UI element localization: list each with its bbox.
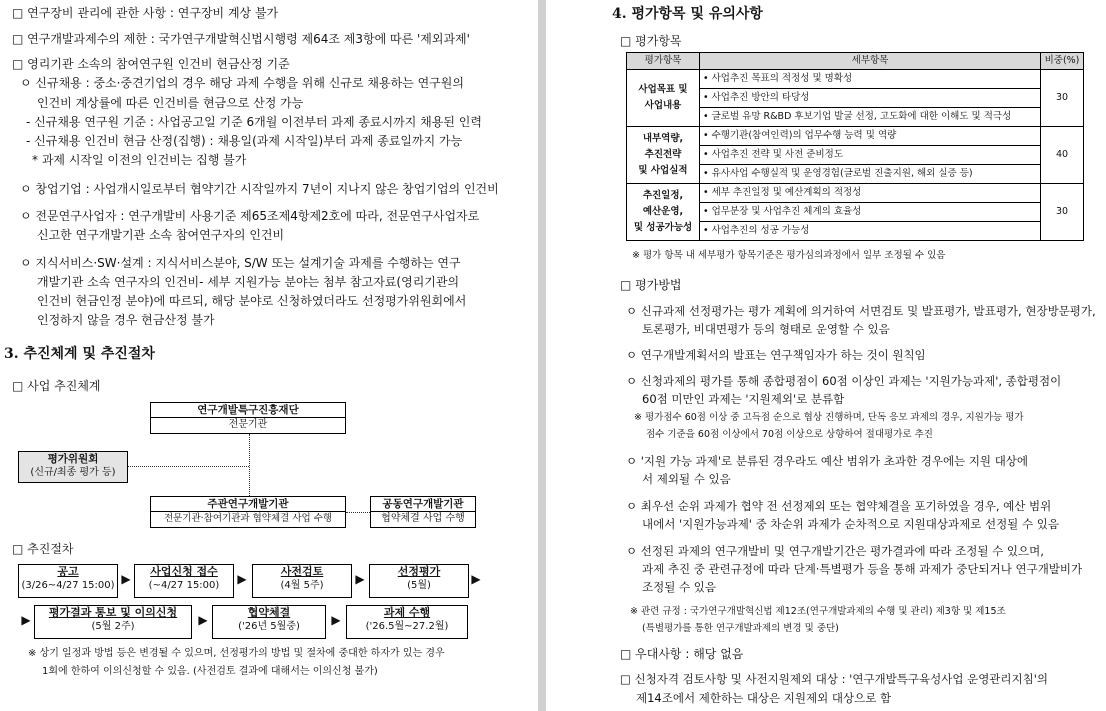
- text-line: □ 우대사항 : 해당 없음: [620, 647, 744, 661]
- text-line: □ 연구장비 관리에 관한 사항 : 연구장비 계상 불가: [12, 6, 279, 20]
- arrow-right-icon: ▶: [471, 572, 481, 586]
- org-foundation: [150, 402, 346, 434]
- org-joint-institution: [370, 496, 476, 528]
- text-line: 조정될 수 있음: [642, 580, 716, 594]
- text-line: - 신규채용 인건비 현금 산정(집행) : 채용일(과제 시작일)부터 과제 종료일까지 가능: [26, 134, 463, 148]
- table-cell-item: • 업무분장 및 사업추진 체계의 효율성: [700, 203, 1041, 222]
- table-cell-category: 사업목표 및 사업내용: [627, 70, 700, 127]
- table-cell-item: • 사업추진 방안의 타당성: [700, 89, 1041, 108]
- note-line: (특별평가를 통한 연구개발과제의 변경 및 중단): [642, 623, 839, 634]
- text-line: 내에서 '지원가능과제' 중 차순위 과제가 순차적으로 지원대상과제로 선정될 수 있음: [642, 517, 1059, 531]
- section-title: 4. 평가항목 및 유의사항: [612, 6, 763, 22]
- org-title: 주관연구개발기관: [151, 497, 345, 512]
- arrow-right-icon: ▶: [331, 613, 341, 627]
- table-cell-item: • 유사사업 수행실적 및 운영경험(글로벌 진출지원, 해외 실증 등): [700, 165, 1041, 184]
- process-step: 사업신청 접수 (~4/27 15:00): [134, 564, 234, 598]
- process-step: 선정평가 (5월): [369, 564, 469, 598]
- arrow-right-icon: ▶: [121, 572, 131, 586]
- text-line: * 과제 시작일 이전의 인건비는 집행 불가: [32, 153, 247, 167]
- note-line: ※ 관련 규정 : 국가연구개발혁신법 제12조(연구개발과제의 수행 및 관리) 제3항 및 제15조: [630, 606, 1006, 617]
- text-line: 과제 추진 중 관련규정에 따라 단계·특별평가 등을 통해 과제가 중단되거나 연구개발비가: [642, 562, 1083, 576]
- text-line: 인정하지 않을 경우 현금산정 불가: [37, 313, 215, 327]
- table-cell-weight: 40: [1041, 127, 1084, 184]
- text-line: ㅇ 최우선 순위 과제가 협약 전 선정제외 또는 협약체결을 포기하였을 경우, 예산 범위: [626, 499, 1052, 513]
- arrow-right-icon: ▶: [21, 613, 31, 627]
- subsection-title: □ 추진절차: [12, 542, 74, 556]
- text-line: 토론평가, 비대면평가 등의 형태로 운영할 수 있음: [642, 322, 890, 336]
- note-line: 점수 기준을 60점 이상에서 70점 이상으로 상향하여 절대평가로 추진: [646, 429, 933, 440]
- org-title: 공동연구개발기관: [371, 497, 475, 512]
- arrow-right-icon: ▶: [198, 613, 208, 627]
- note-line: ※ 평가점수 60점 이상 중 고득점 순으로 협상 진행하며, 단독 응모 과제의 경우, 지원가능 평가: [634, 412, 1024, 423]
- arrow-right-icon: ▶: [355, 572, 365, 586]
- text-line: 서 제외될 수 있음: [642, 472, 731, 486]
- table-cell-item: • 사업추진 전략 및 사전 준비정도: [700, 146, 1041, 165]
- org-role: (신규/최종 평가 등): [30, 467, 116, 478]
- table-cell-weight: 30: [1041, 70, 1084, 127]
- text-line: □ 연구개발과제수의 제한 : 국가연구개발혁신법시행령 제64조 제3항에 따른 '제외과제': [12, 32, 470, 46]
- note-line: 1회에 한하여 이의신청할 수 있음. (사전검토 결과에 대해서는 이의신청 불가): [42, 666, 378, 677]
- text-line: ㅇ 지식서비스·SW·설계 : 지식서비스분야, S/W 또는 설계기술 과제를 수행하는 연구: [20, 256, 461, 270]
- table-header: 평가항목: [627, 53, 700, 70]
- org-eval-committee: [18, 451, 128, 483]
- table-header: 비중(%): [1041, 53, 1084, 70]
- table-cell-weight: 30: [1041, 184, 1084, 241]
- table-row: [627, 70, 1084, 89]
- note-line: ※ 상기 일정과 방법 등은 변경될 수 있으며, 선정평가의 방법 및 절차에 중대한 하자가 있는 경우: [28, 648, 445, 659]
- org-title: 연구개발특구진흥재단: [151, 403, 345, 418]
- table-cell-category: 내부역량, 추진전략 및 사업실적: [627, 127, 700, 184]
- org-main-institution: [150, 496, 346, 528]
- text-line: ㅇ 연구개발계획서의 발표는 연구책임자가 하는 것이 원칙임: [626, 348, 926, 362]
- table-cell-category: 추진일정, 예산운영, 및 성공가능성: [627, 184, 700, 241]
- text-line: ㅇ '지원 가능 과제'로 분류된 경우라도 예산 범위가 초과한 경우에는 지원 대상에: [626, 454, 1029, 468]
- section-title: 3. 추진체계 및 추진절차: [4, 346, 155, 362]
- table-cell-item: • 수행기관(참여인력)의 업무수행 능력 및 역량: [700, 127, 1041, 146]
- text-line: □ 영리기관 소속의 참여연구원 인건비 현금산정 기준: [12, 57, 290, 71]
- subsection-title: □ 평가방법: [620, 278, 682, 292]
- left-page: [0, 0, 538, 711]
- table-row: [627, 184, 1084, 203]
- process-step: 사전검토 (4월 5주): [252, 564, 352, 598]
- text-line: ㅇ 전문연구사업자 : 연구개발비 사용기준 제65조제4항제2호에 따라, 전문연구사업자로: [20, 209, 480, 223]
- table-row: [627, 127, 1084, 146]
- arrow-right-icon: ▶: [237, 572, 247, 586]
- text-line: ㅇ 창업기업 : 사업개시일로부터 협약기간 시작일까지 7년이 지나지 않은 창업기업의 인건비: [20, 182, 499, 196]
- org-role: 전문기관·참여기관과 협약체결 사업 수행: [163, 513, 333, 524]
- table-cell-item: • 사업추진 목표의 적정성 및 명확성: [700, 70, 1041, 89]
- table-cell-item: • 글로벌 유망 R&BD 후보기업 발굴 선정, 고도화에 대한 이해도 및 적극성: [700, 108, 1041, 127]
- process-step: 평가결과 통보 및 이의신청 (5월 2주): [34, 605, 192, 639]
- process-step: 공고 (3/26~4/27 15:00): [18, 564, 118, 598]
- text-line: 인건비 계상률에 따른 인건비를 현금으로 산정 가능: [37, 96, 304, 110]
- text-line: 60점 미만인 과제는 '지원제외'로 분류함: [642, 392, 845, 406]
- text-line: ㅇ 신규과제 선정평가는 평가 계획에 의거하여 서면검토 및 발표평가, 발표평가, 현장방문평가,: [626, 304, 1096, 318]
- evaluation-table: [626, 52, 1084, 241]
- org-role: 전문기관: [228, 419, 268, 430]
- table-header-row: [627, 53, 1084, 70]
- table-note: ※ 평가 항목 내 세부평가 항목기준은 평가심의과정에서 일부 조정될 수 있음: [632, 250, 946, 261]
- subsection-title: □ 사업 추진체계: [12, 379, 101, 393]
- process-step: 협약체결 ('26년 5월중): [212, 605, 326, 639]
- subsection-title: □ 평가항목: [620, 34, 682, 48]
- org-role: 협약체결 사업 수행: [381, 513, 465, 524]
- org-title: 평가위원회: [47, 453, 99, 465]
- text-line: ㅇ 신규채용 : 중소·중견기업의 경우 해당 과제 수행을 위해 신규로 채용하는 연구원의: [20, 76, 464, 90]
- text-line: ㅇ 선정된 과제의 연구개발비 및 연구개발기간은 평가결과에 따라 조정될 수 있으며,: [626, 544, 1044, 558]
- text-line: 인건비 현금인정 분야)에 따르되, 해당 분야로 신청하였더라도 선정평가위원회에서: [37, 294, 467, 308]
- text-line: □ 신청자격 검토사항 및 사전지원제외 대상 : '연구개발특구육성사업 운영관리지침'의: [620, 672, 1049, 686]
- table-header: 세부항목: [700, 53, 1041, 70]
- text-line: 개발기관 소속 연구자의 인건비- 세부 지원가능 분야는 첨부 참고자료(영리기관의: [37, 275, 460, 289]
- page-separator: [538, 0, 546, 711]
- table-cell-item: • 사업추진의 성공 가능성: [700, 222, 1041, 241]
- text-line: 신고한 연구개발기관 소속 참여연구자의 인건비: [37, 228, 285, 242]
- right-page: [546, 0, 1106, 711]
- text-line: 제14조에서 제한하는 대상은 지원제외 대상으로 함: [636, 691, 892, 705]
- text-line: - 신규채용 연구원 기준 : 사업공고일 기준 6개월 이전부터 과제 종료시까지 채용된 인력: [26, 115, 482, 129]
- process-step: 과제 수행 ('26.5월~27.2월): [346, 605, 468, 639]
- text-line: ㅇ 신청과제의 평가를 통해 종합평점이 60점 이상인 과제는 '지원가능과제', 종합평점이: [626, 374, 1062, 388]
- table-cell-item: • 세부 추진일정 및 예산계획의 적정성: [700, 184, 1041, 203]
